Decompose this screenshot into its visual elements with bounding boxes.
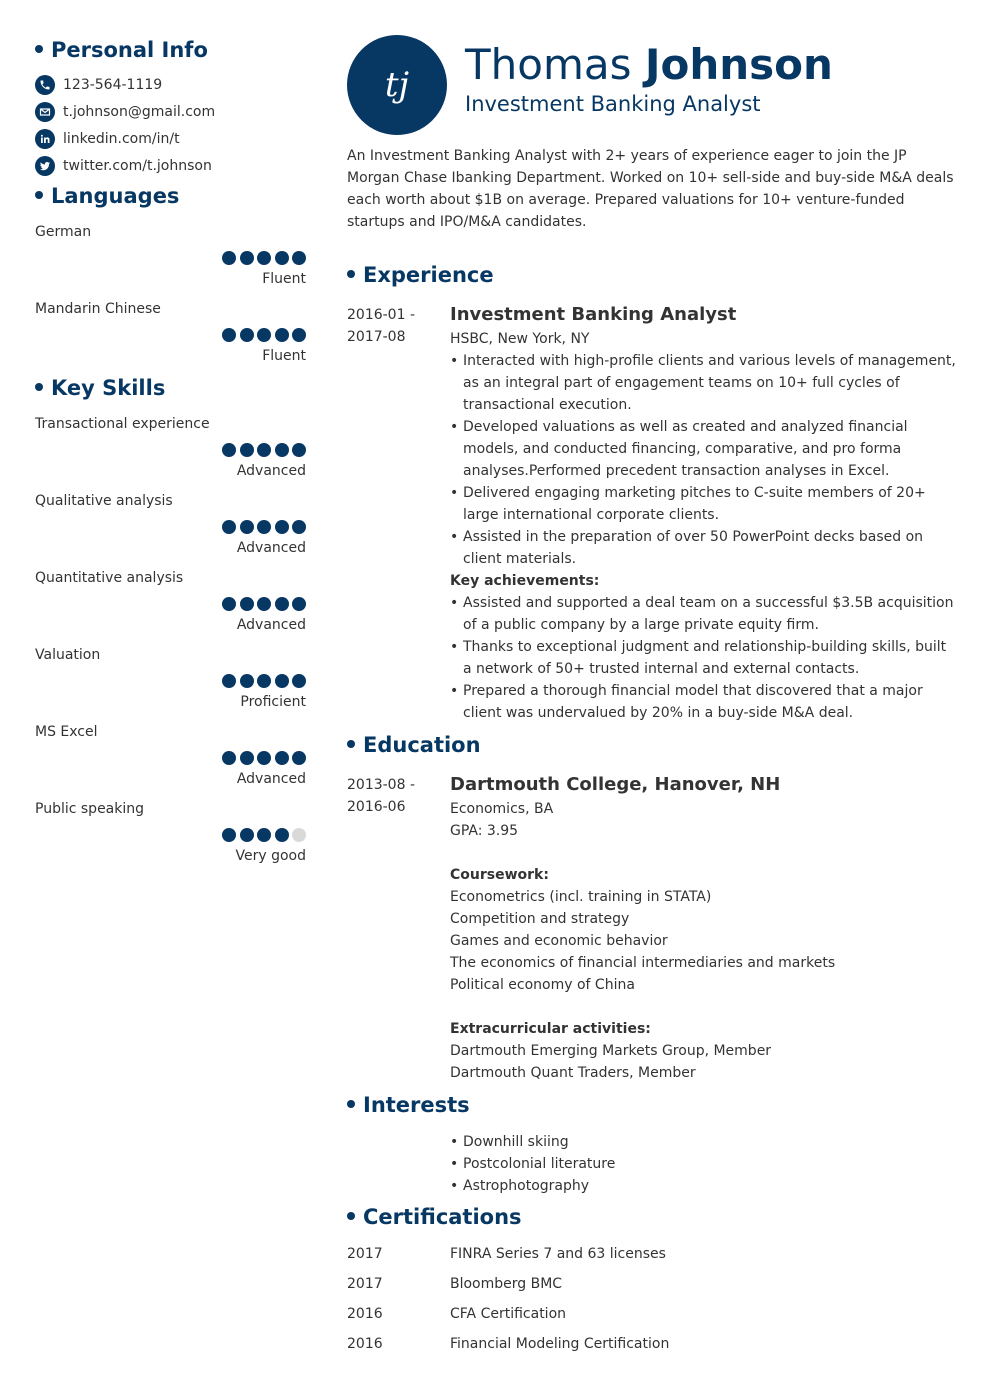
language-name: Mandarin Chinese xyxy=(35,301,161,317)
rating-dot-filled xyxy=(275,251,289,265)
skill-name: Quantitative analysis xyxy=(35,570,184,586)
experience-heading: Experience xyxy=(347,263,494,287)
rating-dot-filled xyxy=(292,751,306,765)
list-item: The economics of financial intermediaries and markets xyxy=(450,955,836,971)
experience-bullets xyxy=(450,350,957,570)
rating-dot-filled xyxy=(257,828,271,842)
rating-dot-filled xyxy=(257,597,271,611)
rating-dot-filled xyxy=(257,520,271,534)
rating-dot-filled xyxy=(292,520,306,534)
rating-dot-filled xyxy=(257,328,271,342)
rating-dot-filled xyxy=(240,520,254,534)
list-item: • Developed valuations as well as created and analyzed financial models, and conducted financing, comparative, and pro forma analyses.Performed precedent transaction analyses in Excel. xyxy=(450,416,957,482)
rating-dot-filled xyxy=(222,520,236,534)
skill-level: Proficient xyxy=(240,694,306,710)
bullet-dot-icon xyxy=(347,1212,355,1220)
cert-name: Bloomberg BMC xyxy=(450,1276,563,1292)
avatar-initials: tj xyxy=(384,65,410,105)
list-item: • Interacted with high-profile clients and various levels of management, as an integral part of engagement teams on 10+ full cycles of transactional execution. xyxy=(450,350,957,416)
rating-dot-filled xyxy=(240,828,254,842)
rating-dots xyxy=(222,328,306,342)
cert-year: 2017 xyxy=(347,1246,383,1262)
linkedin-text: linkedin.com/in/t xyxy=(63,131,180,147)
experience-entry xyxy=(450,303,957,724)
skill-level: Advanced xyxy=(236,617,306,633)
skill-level: Advanced xyxy=(236,771,306,787)
cert-year: 2016 xyxy=(347,1336,383,1352)
rating-dots xyxy=(222,828,306,842)
phone-text: 123-564-1119 xyxy=(63,77,163,93)
list-item: • Thanks to exceptional judgment and relationship-building skills, built a network of 50+ trusted internal and external contacts. xyxy=(450,636,957,680)
cert-year: 2017 xyxy=(347,1276,383,1292)
list-item: • Postcolonial literature xyxy=(450,1153,957,1175)
rating-dots xyxy=(222,674,306,688)
interests-list xyxy=(450,1131,957,1197)
skill-name: Qualitative analysis xyxy=(35,493,173,509)
linkedin-icon xyxy=(35,129,55,149)
list-item: Political economy of China xyxy=(450,977,635,993)
rating-dot-filled xyxy=(275,828,289,842)
bullet-dot-icon xyxy=(35,383,43,391)
bullet-dot-icon xyxy=(35,191,43,199)
rating-dot-filled xyxy=(222,751,236,765)
interests-heading: Interests xyxy=(347,1093,470,1117)
rating-dot-filled xyxy=(275,443,289,457)
phone-icon xyxy=(35,75,55,95)
rating-dot-filled xyxy=(257,443,271,457)
experience-dates: 2016-01 - 2017-08 xyxy=(347,307,415,345)
candidate-name xyxy=(465,40,833,90)
contact-twitter xyxy=(35,155,212,177)
education-entry xyxy=(450,773,957,1084)
achievements-label: Key achievements: xyxy=(450,573,600,589)
rating-dot-filled xyxy=(292,328,306,342)
certifications-heading: Certifications xyxy=(347,1205,522,1229)
skill-name: Valuation xyxy=(35,647,101,663)
skill-level: Advanced xyxy=(236,463,306,479)
language-level: Fluent xyxy=(262,271,306,287)
rating-dot-filled xyxy=(275,751,289,765)
skill-level: Advanced xyxy=(236,540,306,556)
rating-dots xyxy=(222,751,306,765)
cert-name: Financial Modeling Certification xyxy=(450,1336,670,1352)
list-item: Dartmouth Emerging Markets Group, Member xyxy=(450,1043,772,1059)
rating-dot-filled xyxy=(222,674,236,688)
first-name: Thomas xyxy=(465,40,632,89)
rating-dot-filled xyxy=(240,597,254,611)
last-name: Johnson xyxy=(644,40,833,89)
rating-dot-filled xyxy=(240,443,254,457)
rating-dots xyxy=(222,520,306,534)
company: HSBC, New York, NY xyxy=(450,331,590,347)
rating-dot-filled xyxy=(222,597,236,611)
bullet-dot-icon xyxy=(347,270,355,278)
email-text: t.johnson@gmail.com xyxy=(63,104,216,120)
languages-heading: Languages xyxy=(35,184,179,208)
profile-summary: An Investment Banking Analyst with 2+ years of experience eager to join the JP Morgan Chase Ibanking Department. Worked on 10+ sell-side and buy-side M&A deals each worth about $1B on average. Prepared valuations for 10+ venture-funded startups and IPO/M&A candidates. xyxy=(347,148,954,230)
rating-dot-filled xyxy=(257,251,271,265)
list-item: Dartmouth Quant Traders, Member xyxy=(450,1065,696,1081)
rating-dots xyxy=(222,251,306,265)
education-heading: Education xyxy=(347,733,481,757)
rating-dot-filled xyxy=(240,674,254,688)
rating-dot-filled xyxy=(222,828,236,842)
list-item: • Assisted and supported a deal team on a successful $3.5B acquisition of a public company by a large private equity firm. xyxy=(450,592,957,636)
list-item: • Prepared a thorough financial model that discovered that a major client was undervalued by 20% in a buy-side M&A deal. xyxy=(450,680,957,724)
degree: Economics, BA xyxy=(450,801,554,817)
education-dates: 2013-08 - 2016-06 xyxy=(347,777,415,815)
list-item: Games and economic behavior xyxy=(450,933,668,949)
rating-dot-filled xyxy=(275,597,289,611)
rating-dot-filled xyxy=(275,674,289,688)
bullet-dot-icon xyxy=(35,45,43,53)
avatar xyxy=(347,35,447,135)
bullet-dot-icon xyxy=(347,1100,355,1108)
rating-dot-filled xyxy=(292,443,306,457)
rating-dot-filled xyxy=(292,597,306,611)
rating-dot-filled xyxy=(275,328,289,342)
rating-dot-filled xyxy=(222,328,236,342)
rating-dot-filled xyxy=(240,751,254,765)
rating-dot-filled xyxy=(222,251,236,265)
twitter-text: twitter.com/t.johnson xyxy=(63,158,212,174)
language-name: German xyxy=(35,224,92,240)
job-title: Investment Banking Analyst xyxy=(465,92,761,116)
rating-dot-filled xyxy=(240,251,254,265)
cert-name: CFA Certification xyxy=(450,1306,567,1322)
coursework-label: Coursework: xyxy=(450,867,549,883)
cert-name: FINRA Series 7 and 63 licenses xyxy=(450,1246,666,1262)
contact-linkedin xyxy=(35,128,180,150)
rating-dot-filled xyxy=(222,443,236,457)
key-skills-heading: Key Skills xyxy=(35,376,165,400)
twitter-icon xyxy=(35,156,55,176)
personal-info-heading: Personal Info xyxy=(35,38,208,62)
achievements-list xyxy=(450,592,957,724)
skill-level: Very good xyxy=(235,848,306,864)
rating-dots xyxy=(222,597,306,611)
extracurricular-label: Extracurricular activities: xyxy=(450,1021,651,1037)
skill-name: Transactional experience xyxy=(35,416,210,432)
rating-dots xyxy=(222,443,306,457)
list-item: • Delivered engaging marketing pitches to C-suite members of 20+ large international corporate clients. xyxy=(450,482,957,526)
contact-email xyxy=(35,101,215,123)
skill-name: Public speaking xyxy=(35,801,145,817)
gpa: GPA: 3.95 xyxy=(450,823,519,839)
cert-year: 2016 xyxy=(347,1306,383,1322)
bullet-dot-icon xyxy=(347,740,355,748)
rating-dot-filled xyxy=(240,328,254,342)
rating-dot-filled xyxy=(257,674,271,688)
contact-phone xyxy=(35,74,162,96)
list-item: • Downhill skiing xyxy=(450,1131,957,1153)
position-title: Investment Banking Analyst xyxy=(450,304,737,325)
rating-dot-filled xyxy=(275,520,289,534)
list-item: Econometrics (incl. training in STATA) xyxy=(450,889,712,905)
language-level: Fluent xyxy=(262,348,306,364)
rating-dot-filled xyxy=(292,251,306,265)
rating-dot-empty xyxy=(292,828,306,842)
rating-dot-filled xyxy=(292,674,306,688)
school-name: Dartmouth College, Hanover, NH xyxy=(450,774,781,795)
list-item: • Assisted in the preparation of over 50 PowerPoint decks based on client materials. xyxy=(450,526,957,570)
list-item: • Astrophotography xyxy=(450,1175,957,1197)
skill-name: MS Excel xyxy=(35,724,98,740)
list-item: Competition and strategy xyxy=(450,911,630,927)
email-icon xyxy=(35,102,55,122)
rating-dot-filled xyxy=(257,751,271,765)
